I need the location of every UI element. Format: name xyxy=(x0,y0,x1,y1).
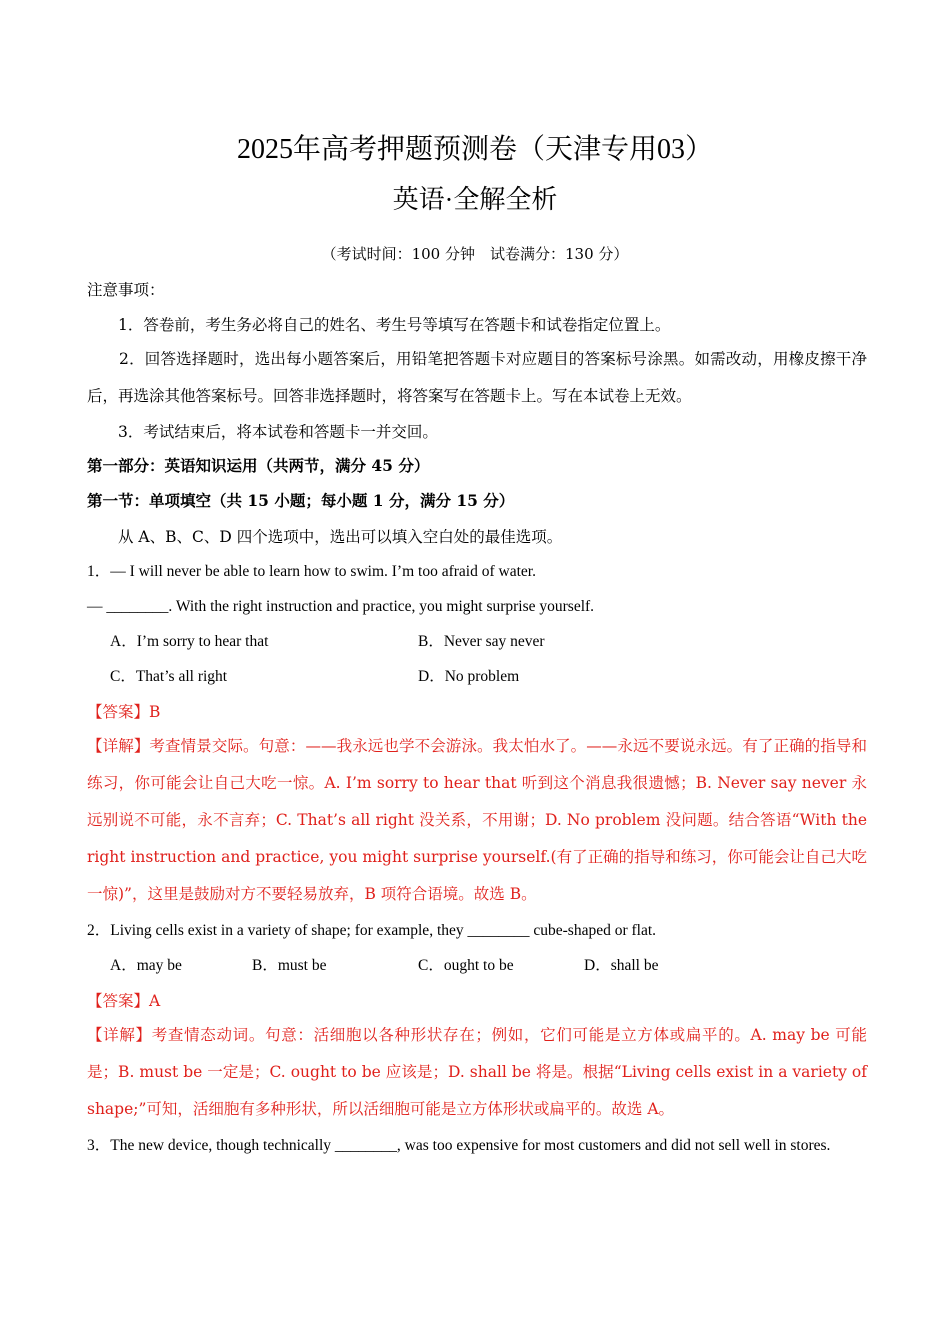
question-2-answer: 【答案】A xyxy=(87,992,161,1010)
question-1-stem-line1: 1．— I will never be able to learn how to swim. I’m too afraid of water. xyxy=(87,563,536,580)
question-1-stem-line2: — ________. With the right instruction and practice, you might surprise yourself. xyxy=(87,598,595,615)
question-3-stem: 3．The new device, though technically ________, was too expensive for most customers and did not sell well in stores. xyxy=(87,1137,831,1154)
question-1-answer: 【答案】B xyxy=(87,703,161,721)
exam-info: （考试时间：100 分钟 试卷满分：130 分） xyxy=(321,245,629,263)
question-2-option-b: B．must be xyxy=(252,957,327,974)
section1-instruction: 从 A、B、C、D 四个选项中，选出可以填入空白处的最佳选项。 xyxy=(118,528,563,546)
page-title: 2025年高考押题预测卷（天津专用03） xyxy=(236,134,713,165)
question-2-option-c: C．ought to be xyxy=(418,957,514,974)
part1-heading: 第一部分：英语知识运用（共两节，满分 45 分） xyxy=(87,456,430,475)
question-1-option-b: B．Never say never xyxy=(418,633,545,650)
question-2-option-d: D．shall be xyxy=(584,957,659,974)
notice-item-1: 1．答卷前，考生务必将自己的姓名、考生号等填写在答题卡和试卷指定位置上。 xyxy=(118,316,671,334)
notice-item-3: 3．考试结束后，将本试卷和答题卡一并交回。 xyxy=(118,423,438,441)
question-1-explanation: 【详解】考查情景交际。句意：——我永远也学不会游泳。我太怕水了。——永远不要说永远。有了正确的指导和练习，你可能会让自己大吃一惊。A. I’m sorry to hear that 听到这个消息我很遗憾；B. Never say never 永远别说不可能，永不言弃；C. That’s all right 没关系，不用谢；D. No problem 没问题。结合答语“With the right instruction and practice, you might surprise yourself.(有了正确的指导和练习，你可能会让自己大吃一惊)”，这里是鼓励对方不要轻易放弃，B 项符合语境。故选 B。 xyxy=(87,737,867,903)
question-2-stem: 2．Living cells exist in a variety of shape; for example, they ________ cube-shaped or flat. xyxy=(87,922,657,939)
question-1-option-d: D．No problem xyxy=(418,668,520,685)
question-2-explanation: 【详解】考查情态动词。句意：活细胞以各种形状存在；例如，它们可能是立方体或扁平的。A. may be 可能是；B. must be 一定是；C. ought to be 应该是；D. shall be 将是。根据“Living cells exist in a variety of shape;”可知，活细胞有多种形状，所以活细胞可能是立方体形状或扁平的。故选 A。 xyxy=(87,1026,867,1118)
page-subtitle: 英语·全解全析 xyxy=(392,185,558,214)
question-1-option-a: A．I’m sorry to hear that xyxy=(110,633,269,650)
question-2-option-a: A．may be xyxy=(110,957,182,974)
notice-heading: 注意事项： xyxy=(87,281,165,299)
notice-item-2: 2．回答选择题时，选出每小题答案后，用铅笔把答题卡对应题目的答案标号涂黑。如需改动，用橡皮擦干净后，再选涂其他答案标号。回答非选择题时，将答案写在答题卡上。写在本试卷上无效。 xyxy=(87,350,867,405)
section1-heading: 第一节：单项填空（共 15 小题；每小题 1 分，满分 15 分） xyxy=(87,491,515,510)
question-1-option-c: C．That’s all right xyxy=(110,668,228,685)
